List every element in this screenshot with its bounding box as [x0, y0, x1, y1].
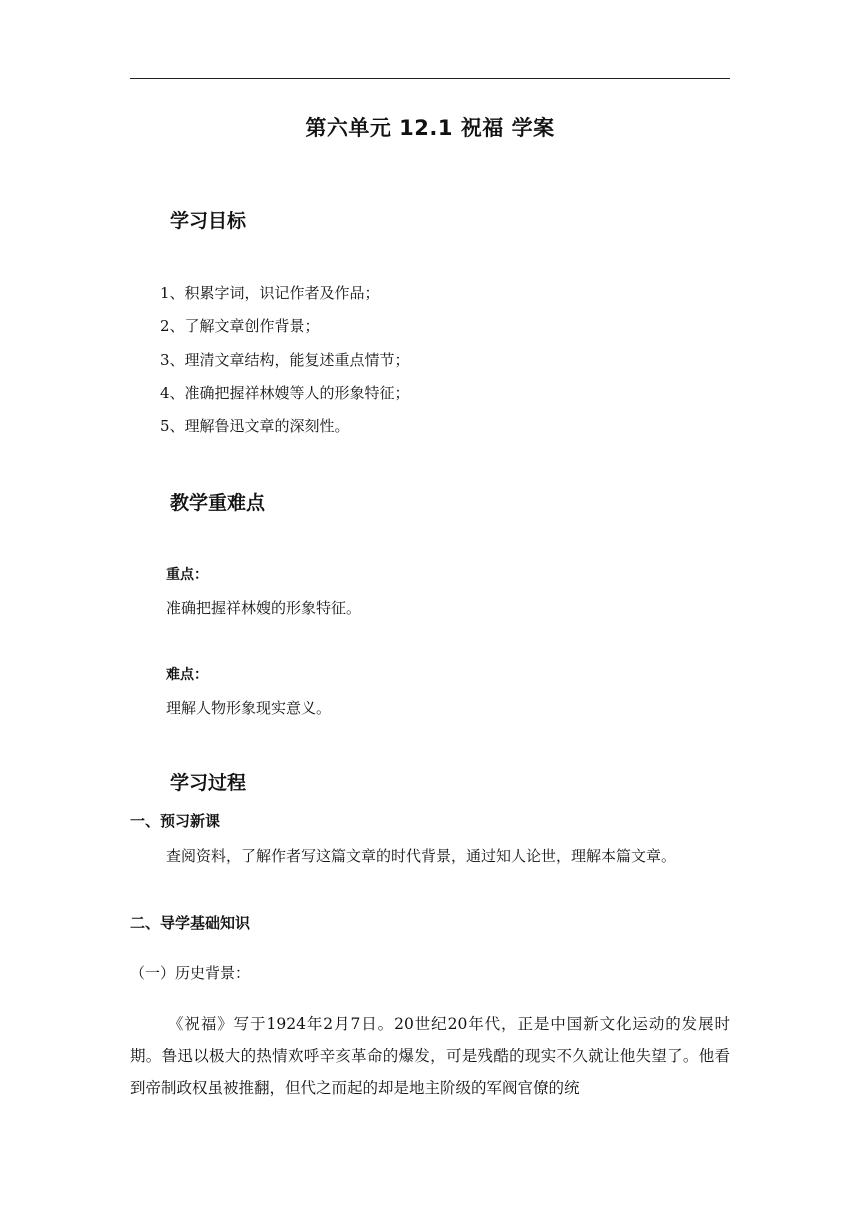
objective-item: 3、理清文章结构，能复述重点情节； [160, 351, 410, 369]
key-points-heading: 教学重难点 [170, 492, 266, 514]
process-heading: 学习过程 [170, 772, 247, 794]
objective-item: 1、积累字词，识记作者及作品； [160, 284, 380, 302]
focus-label: 重点： [166, 567, 208, 583]
part1-text: 查阅资料，了解作者写这篇文章的时代背景，通过知人论世，理解本篇文章。 [166, 847, 677, 865]
focus-text: 准确把握祥林嫂的形象特征。 [166, 599, 362, 617]
objective-item: 2、了解文章创作背景； [160, 317, 320, 335]
document-title: 第六单元 12.1 祝福 学案 [305, 116, 555, 140]
difficulty-label: 难点： [166, 667, 208, 683]
header-rule [130, 78, 730, 79]
difficulty-text: 理解人物形象现实意义。 [166, 699, 332, 717]
paragraph-text: 《祝福》写于1924年2月7日。20世纪20年代，正是中国新文化运动的发展时期。鲁迅以极大的热情欢呼辛亥革命的爆发，可是残酷的现实不久就让他失望了。他看到帝制政权虽被推翻，但代之而起的却是地主阶级的军阀官僚的统 [130, 1015, 730, 1097]
background-paragraph [130, 1008, 730, 1104]
part1-heading: 一、预习新课 [130, 812, 221, 830]
objective-item: 4、准确把握祥林嫂等人的形象特征； [160, 384, 410, 402]
objective-item: 5、理解鲁迅文章的深刻性。 [160, 417, 350, 435]
part2-heading: 二、导学基础知识 [130, 914, 251, 932]
objectives-heading: 学习目标 [170, 210, 247, 232]
sub1-heading: （一）历史背景： [130, 964, 251, 982]
